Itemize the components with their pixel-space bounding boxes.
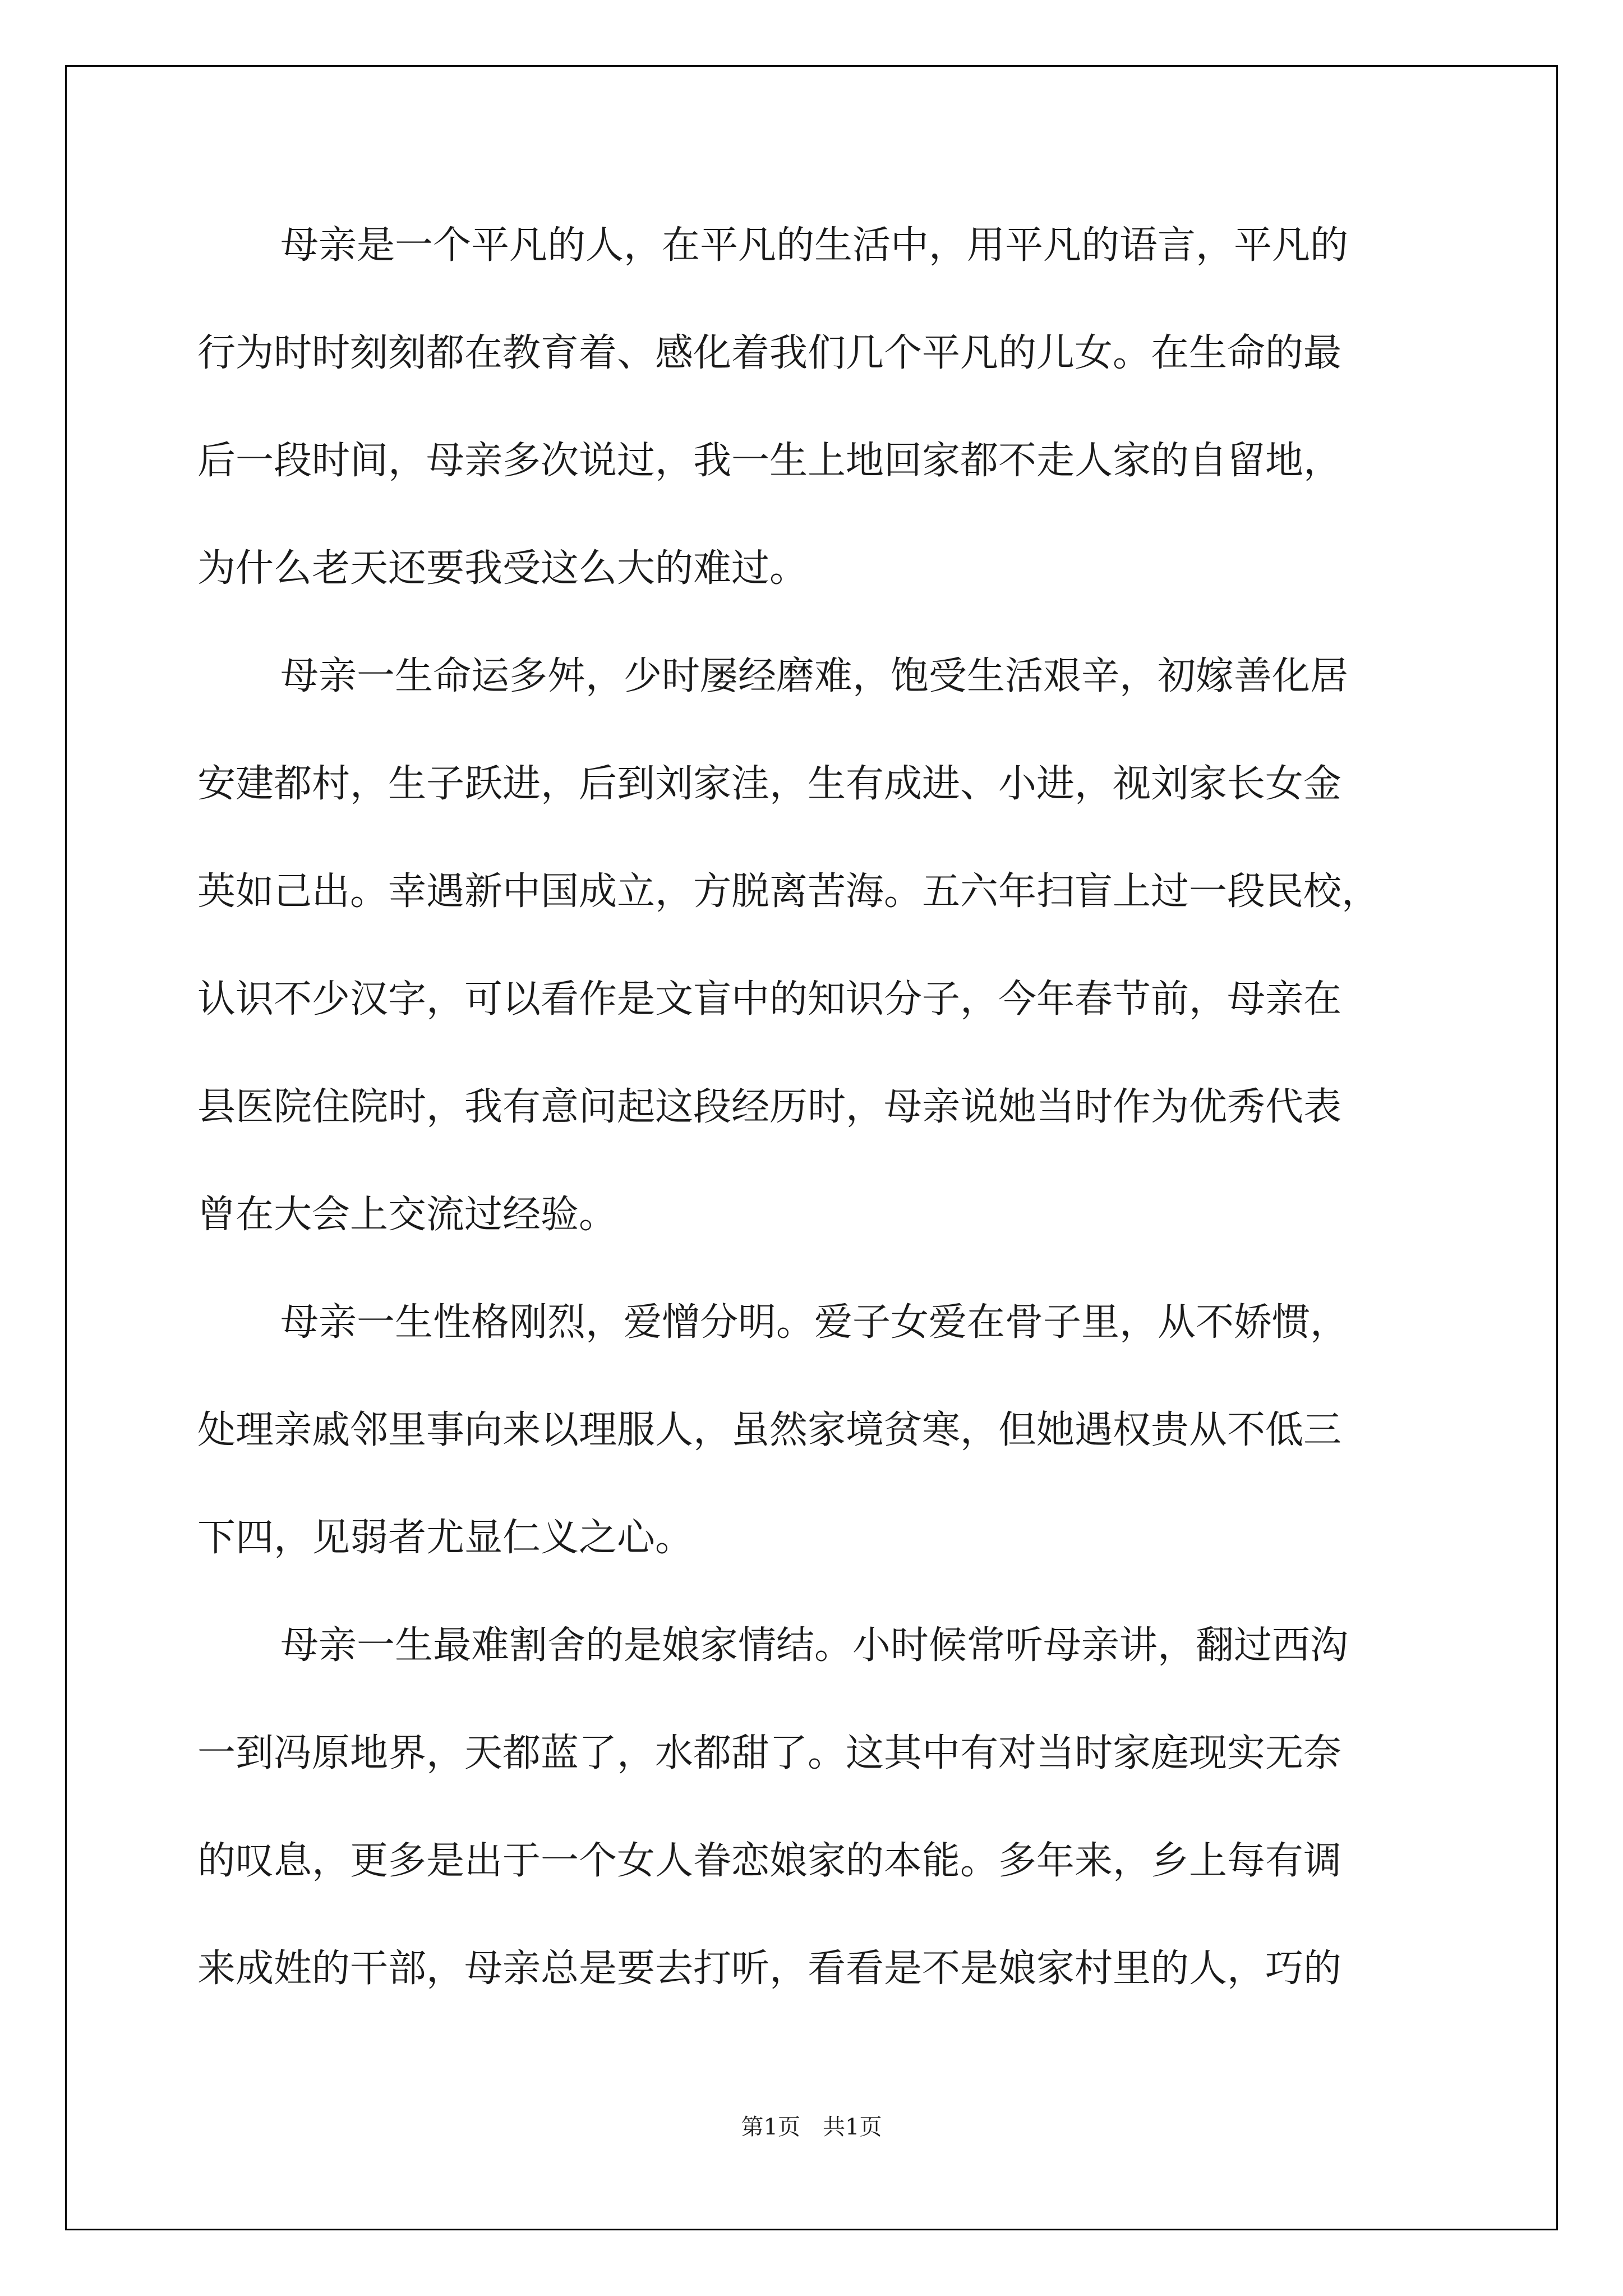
paragraph-line: 母亲是一个平凡的人，在平凡的生活中，用平凡的语言，平凡的 xyxy=(280,223,1349,268)
paragraph-line: 母亲一生最难割舍的是娘家情结。小时候常听母亲讲，翻过西沟 xyxy=(280,1623,1349,1668)
paragraph-line: 下四，见弱者尤显仁义之心。 xyxy=(197,1516,694,1560)
paragraph-line: 的叹息，更多是出于一个女人眷恋娘家的本能。多年来，乡上每有调 xyxy=(197,1839,1342,1883)
paragraph-line: 母亲一生性格刚烈，爱憎分明。爱子女爱在骨子里，从不娇惯， xyxy=(280,1300,1349,1345)
paragraph-line: 处理亲戚邻里事向来以理服人，虽然家境贫寒，但她遇权贵从不低三 xyxy=(197,1408,1342,1452)
paragraph-line: 县医院住院时，我有意问起这段经历时，母亲说她当时作为优秀代表 xyxy=(197,1085,1342,1129)
paragraph-line: 行为时时刻刻都在教育着、感化着我们几个平凡的儿女。在生命的最 xyxy=(197,331,1342,375)
document-body xyxy=(197,219,1426,2050)
paragraph-line: 安建都村，生子跃进，后到刘家洼，生有成进、小进，视刘家长女金 xyxy=(197,762,1342,806)
paragraph-line: 认识不少汉字，可以看作是文盲中的知识分子，今年春节前，母亲在 xyxy=(197,977,1342,1022)
paragraph-line: 母亲一生命运多舛，少时屡经磨难，饱受生活艰辛，初嫁善化居 xyxy=(280,654,1349,698)
paragraph-line: 一到冯原地界，天都蓝了，水都甜了。这其中有对当时家庭现实无奈 xyxy=(197,1731,1342,1775)
page-number-footer: 第1页 共1页 xyxy=(741,2114,882,2140)
paragraph-line: 为什么老天还要我受这么大的难过。 xyxy=(197,546,808,591)
paragraph-line: 英如己出。幸遇新中国成立，方脱离苦海。五六年扫盲上过一段民校， xyxy=(197,869,1380,914)
paragraph-line: 来成姓的干部，母亲总是要去打听，看看是不是娘家村里的人，巧的 xyxy=(197,1947,1342,1991)
paragraph-line: 曾在大会上交流过经验。 xyxy=(197,1193,617,1237)
paragraph-line: 后一段时间，母亲多次说过，我一生上地回家都不走人家的自留地， xyxy=(197,439,1342,483)
